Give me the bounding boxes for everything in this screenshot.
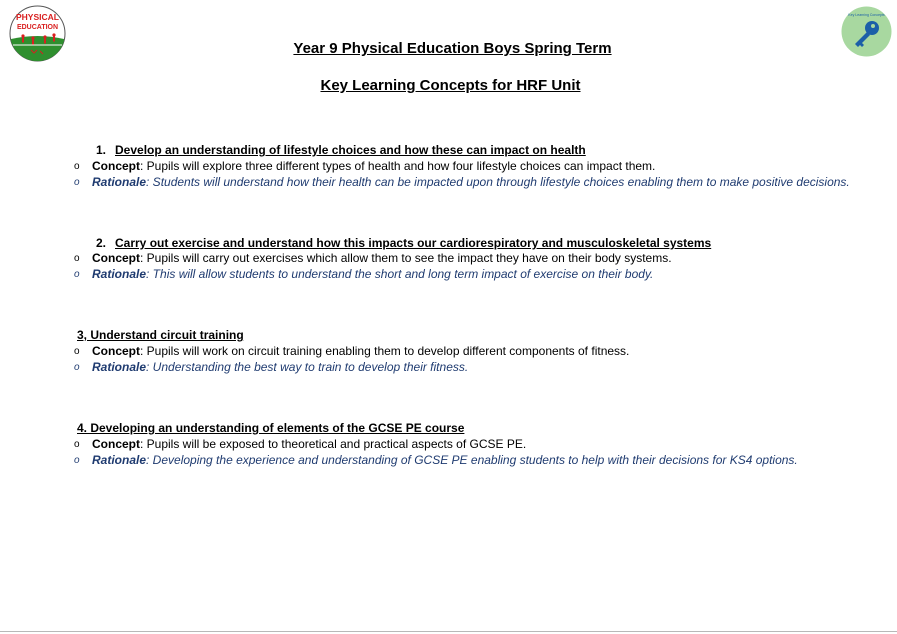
concept-label: Concept bbox=[92, 251, 140, 265]
section-1-heading bbox=[96, 143, 586, 157]
section-2-rationale bbox=[74, 267, 653, 281]
rationale-label: Rationale bbox=[92, 267, 147, 281]
bullet-icon: o bbox=[74, 161, 80, 172]
bullet-icon: o bbox=[74, 439, 80, 450]
section-1-number: 1. bbox=[96, 143, 107, 157]
bullet-icon: o bbox=[74, 177, 80, 188]
concept-text: : Pupils will work on circuit training enabling them to develop different components of fitness. bbox=[140, 344, 630, 358]
section-3-rationale bbox=[74, 360, 468, 374]
section-4-heading-text: 4. Developing an understanding of elements of the GCSE PE course bbox=[77, 421, 465, 435]
section-4-heading bbox=[77, 421, 464, 435]
logo-text-line1: PHYSICAL bbox=[16, 12, 59, 22]
section-2-heading bbox=[96, 236, 711, 250]
concept-label: Concept bbox=[92, 159, 140, 173]
section-4-concept bbox=[74, 437, 526, 451]
section-3-concept bbox=[74, 344, 629, 358]
logo-text-line2: EDUCATION bbox=[16, 24, 59, 31]
page-bottom-divider bbox=[0, 631, 897, 632]
rationale-text: : Students will understand how their health can be impacted upon through lifestyle choices enabling them to make positive decisions. bbox=[146, 175, 850, 189]
bullet-icon: o bbox=[74, 455, 80, 466]
rationale-text: : Understanding the best way to train to develop their fitness. bbox=[146, 360, 469, 374]
section-1-concept bbox=[74, 159, 655, 173]
section-2-concept bbox=[74, 251, 672, 265]
bullet-icon: o bbox=[74, 362, 80, 373]
section-3-heading-text: 3, Understand circuit training bbox=[77, 328, 244, 342]
rationale-text: : This will allow students to understand the short and long term impact of exercise on their body. bbox=[146, 267, 654, 281]
rationale-text: : Developing the experience and understanding of GCSE PE enabling students to help with their decisions for KS4 options. bbox=[146, 453, 798, 467]
section-4-rationale bbox=[74, 453, 798, 467]
concept-label: Concept bbox=[92, 437, 140, 451]
bullet-icon: o bbox=[74, 269, 80, 280]
concept-text: : Pupils will carry out exercises which allow them to see the impact they have on their body systems. bbox=[140, 251, 672, 265]
rationale-label: Rationale bbox=[92, 453, 147, 467]
section-1-heading-text: Develop an understanding of lifestyle choices and how these can impact on health bbox=[115, 143, 586, 157]
page-subtitle: Key Learning Concepts for HRF Unit bbox=[320, 77, 581, 94]
bullet-icon: o bbox=[74, 346, 80, 357]
rationale-label: Rationale bbox=[92, 175, 147, 189]
section-1-rationale bbox=[74, 175, 850, 189]
bullet-icon: o bbox=[74, 253, 80, 264]
right-logo-text: Key Learning Concepts bbox=[848, 13, 885, 17]
section-2-number: 2. bbox=[96, 236, 107, 250]
page-title: Year 9 Physical Education Boys Spring Term bbox=[293, 40, 612, 57]
rationale-label: Rationale bbox=[92, 360, 147, 374]
concept-label: Concept bbox=[92, 344, 140, 358]
concept-text: : Pupils will be exposed to theoretical and practical aspects of GCSE PE. bbox=[140, 437, 527, 451]
section-3-heading bbox=[77, 328, 244, 342]
section-2-heading-text: Carry out exercise and understand how this impacts our cardiorespiratory and musculoskeletal systems bbox=[115, 236, 712, 250]
concept-text: : Pupils will explore three different types of health and how four lifestyle choices can impact them. bbox=[140, 159, 656, 173]
